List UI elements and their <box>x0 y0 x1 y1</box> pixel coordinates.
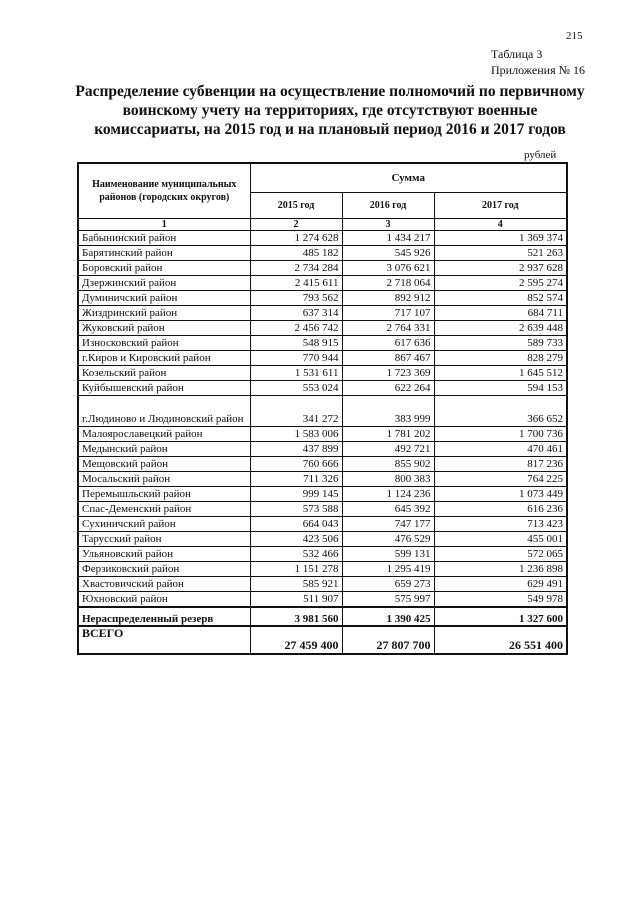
table-row <box>78 562 567 577</box>
reserve-name: Нераспределенный резерв <box>78 607 250 626</box>
value-2015: 664 043 <box>250 517 342 532</box>
value-2015: 573 588 <box>250 502 342 517</box>
value-2017: 852 574 <box>434 291 567 306</box>
value-2015: 423 506 <box>250 532 342 547</box>
column-index: 3 <box>342 219 434 231</box>
value-2017: 549 978 <box>434 592 567 608</box>
table-row <box>78 306 567 321</box>
column-index: 4 <box>434 219 567 231</box>
value-2016: 1 124 236 <box>342 487 434 502</box>
header-year-2017: 2017 год <box>434 192 567 218</box>
table-row <box>78 532 567 547</box>
district-name: г.Киров и Кировский район <box>78 351 250 366</box>
reserve-2017: 1 327 600 <box>434 607 567 626</box>
column-index: 1 <box>78 219 250 231</box>
district-name: Мосальский район <box>78 472 250 487</box>
value-2016: 3 076 621 <box>342 261 434 276</box>
value-2016: 747 177 <box>342 517 434 532</box>
value-2016: 492 721 <box>342 442 434 457</box>
header-year-2015: 2015 год <box>250 192 342 218</box>
header-year-2016: 2016 год <box>342 192 434 218</box>
value-2016: 599 131 <box>342 547 434 562</box>
district-name: Спас-Деменский район <box>78 502 250 517</box>
table-row <box>78 427 567 442</box>
value-2016: 1 723 369 <box>342 366 434 381</box>
value-2015: 1 531 611 <box>250 366 342 381</box>
value-2017: 2 937 628 <box>434 261 567 276</box>
value-2017: 713 423 <box>434 517 567 532</box>
district-name: Барятинский район <box>78 246 250 261</box>
value-2015: 1 151 278 <box>250 562 342 577</box>
district-name: Куйбышевский район <box>78 381 250 396</box>
value-2015: 511 907 <box>250 592 342 608</box>
value-2017: 1 073 449 <box>434 487 567 502</box>
value-2016: 645 392 <box>342 502 434 517</box>
district-name: Дзержинский район <box>78 276 250 291</box>
value-2015: 711 326 <box>250 472 342 487</box>
subvention-table <box>77 162 568 655</box>
value-2017: 616 236 <box>434 502 567 517</box>
table-row <box>78 321 567 336</box>
value-2016: 659 273 <box>342 577 434 592</box>
value-2017: 521 263 <box>434 246 567 261</box>
total-row <box>78 626 567 654</box>
table-number: Таблица 3 <box>491 47 543 61</box>
district-name: Жиздринский район <box>78 306 250 321</box>
document-title: Распределение субвенции на осуществление полномочий по первичному воинскому учету на территориях, где отсутствуют военные комиссариаты, на 2015 год и на плановый период 2016 и 2017 годов <box>75 83 585 138</box>
value-2016: 2 764 331 <box>342 321 434 336</box>
value-2015: 637 314 <box>250 306 342 321</box>
value-2016: 1 434 217 <box>342 231 434 246</box>
value-2017: 684 711 <box>434 306 567 321</box>
district-name: Юхновский район <box>78 592 250 608</box>
table-row <box>78 276 567 291</box>
value-2016: 1 781 202 <box>342 427 434 442</box>
value-2017: 817 236 <box>434 457 567 472</box>
district-name: Ферзиковский район <box>78 562 250 577</box>
total-2017: 26 551 400 <box>434 626 567 654</box>
value-2017: 629 491 <box>434 577 567 592</box>
value-2016: 892 912 <box>342 291 434 306</box>
value-2015: 999 145 <box>250 487 342 502</box>
district-name: Сухиничский район <box>78 517 250 532</box>
value-2017: 589 733 <box>434 336 567 351</box>
district-name: Думиничский район <box>78 291 250 306</box>
table-row <box>78 396 567 427</box>
table-row <box>78 366 567 381</box>
value-2015: 485 182 <box>250 246 342 261</box>
value-2015: 1 274 628 <box>250 231 342 246</box>
value-2016: 545 926 <box>342 246 434 261</box>
value-2015: 437 899 <box>250 442 342 457</box>
value-2016: 575 997 <box>342 592 434 608</box>
district-name: Козельский район <box>78 366 250 381</box>
value-2015: 2 456 742 <box>250 321 342 336</box>
value-2016: 2 718 064 <box>342 276 434 291</box>
value-2016: 1 295 419 <box>342 562 434 577</box>
value-2017: 1 369 374 <box>434 231 567 246</box>
district-name: Тарусский район <box>78 532 250 547</box>
district-name: Бабынинский район <box>78 231 250 246</box>
value-2015: 585 921 <box>250 577 342 592</box>
value-2017: 366 652 <box>434 396 567 427</box>
table-row <box>78 472 567 487</box>
unit-label: рублей <box>524 149 557 161</box>
header-name: Наименование муниципальных районов (городских округов) <box>78 163 250 219</box>
value-2017: 2 639 448 <box>434 321 567 336</box>
value-2016: 867 467 <box>342 351 434 366</box>
district-name: Хвастовичский район <box>78 577 250 592</box>
value-2015: 341 272 <box>250 396 342 427</box>
value-2015: 2 734 284 <box>250 261 342 276</box>
value-2016: 717 107 <box>342 306 434 321</box>
table-row <box>78 291 567 306</box>
value-2015: 793 562 <box>250 291 342 306</box>
value-2017: 1 236 898 <box>434 562 567 577</box>
value-2017: 828 279 <box>434 351 567 366</box>
value-2015: 1 583 006 <box>250 427 342 442</box>
district-name: Медынский район <box>78 442 250 457</box>
district-name: Ульяновский район <box>78 547 250 562</box>
table-body <box>78 231 567 608</box>
district-name: Перемышльский район <box>78 487 250 502</box>
district-name: Малоярославецкий район <box>78 427 250 442</box>
table-row <box>78 517 567 532</box>
appendix-label <box>491 46 585 78</box>
value-2016: 476 529 <box>342 532 434 547</box>
reserve-2015: 3 981 560 <box>250 607 342 626</box>
district-name: г.Людиново и Людиновский район <box>78 396 250 427</box>
value-2017: 455 001 <box>434 532 567 547</box>
value-2017: 470 461 <box>434 442 567 457</box>
value-2016: 855 902 <box>342 457 434 472</box>
value-2015: 770 944 <box>250 351 342 366</box>
table-row <box>78 547 567 562</box>
value-2017: 2 595 274 <box>434 276 567 291</box>
table-row <box>78 577 567 592</box>
value-2015: 553 024 <box>250 381 342 396</box>
value-2017: 1 645 512 <box>434 366 567 381</box>
reserve-2016: 1 390 425 <box>342 607 434 626</box>
table-row <box>78 261 567 276</box>
table-row <box>78 442 567 457</box>
total-name: ВСЕГО <box>78 626 250 654</box>
value-2015: 760 666 <box>250 457 342 472</box>
value-2017: 572 065 <box>434 547 567 562</box>
table-row <box>78 487 567 502</box>
value-2016: 800 383 <box>342 472 434 487</box>
reserve-row <box>78 607 567 626</box>
table-row <box>78 381 567 396</box>
value-2015: 548 915 <box>250 336 342 351</box>
value-2015: 2 415 611 <box>250 276 342 291</box>
total-2016: 27 807 700 <box>342 626 434 654</box>
value-2017: 594 153 <box>434 381 567 396</box>
value-2017: 1 700 736 <box>434 427 567 442</box>
table-row <box>78 457 567 472</box>
table-row <box>78 246 567 261</box>
district-name: Мещовский район <box>78 457 250 472</box>
table-row <box>78 351 567 366</box>
value-2016: 622 264 <box>342 381 434 396</box>
header-sum: Сумма <box>250 163 567 192</box>
district-name: Жуковский район <box>78 321 250 336</box>
column-index: 2 <box>250 219 342 231</box>
district-name: Износковский район <box>78 336 250 351</box>
appendix-number: Приложения № 16 <box>491 63 586 77</box>
district-name: Боровский район <box>78 261 250 276</box>
total-2015: 27 459 400 <box>250 626 342 654</box>
value-2016: 383 999 <box>342 396 434 427</box>
table-row <box>78 336 567 351</box>
table-row <box>78 502 567 517</box>
value-2015: 532 466 <box>250 547 342 562</box>
table-row <box>78 592 567 608</box>
page-number: 215 <box>566 30 583 42</box>
value-2016: 617 636 <box>342 336 434 351</box>
table-row <box>78 231 567 246</box>
value-2017: 764 225 <box>434 472 567 487</box>
